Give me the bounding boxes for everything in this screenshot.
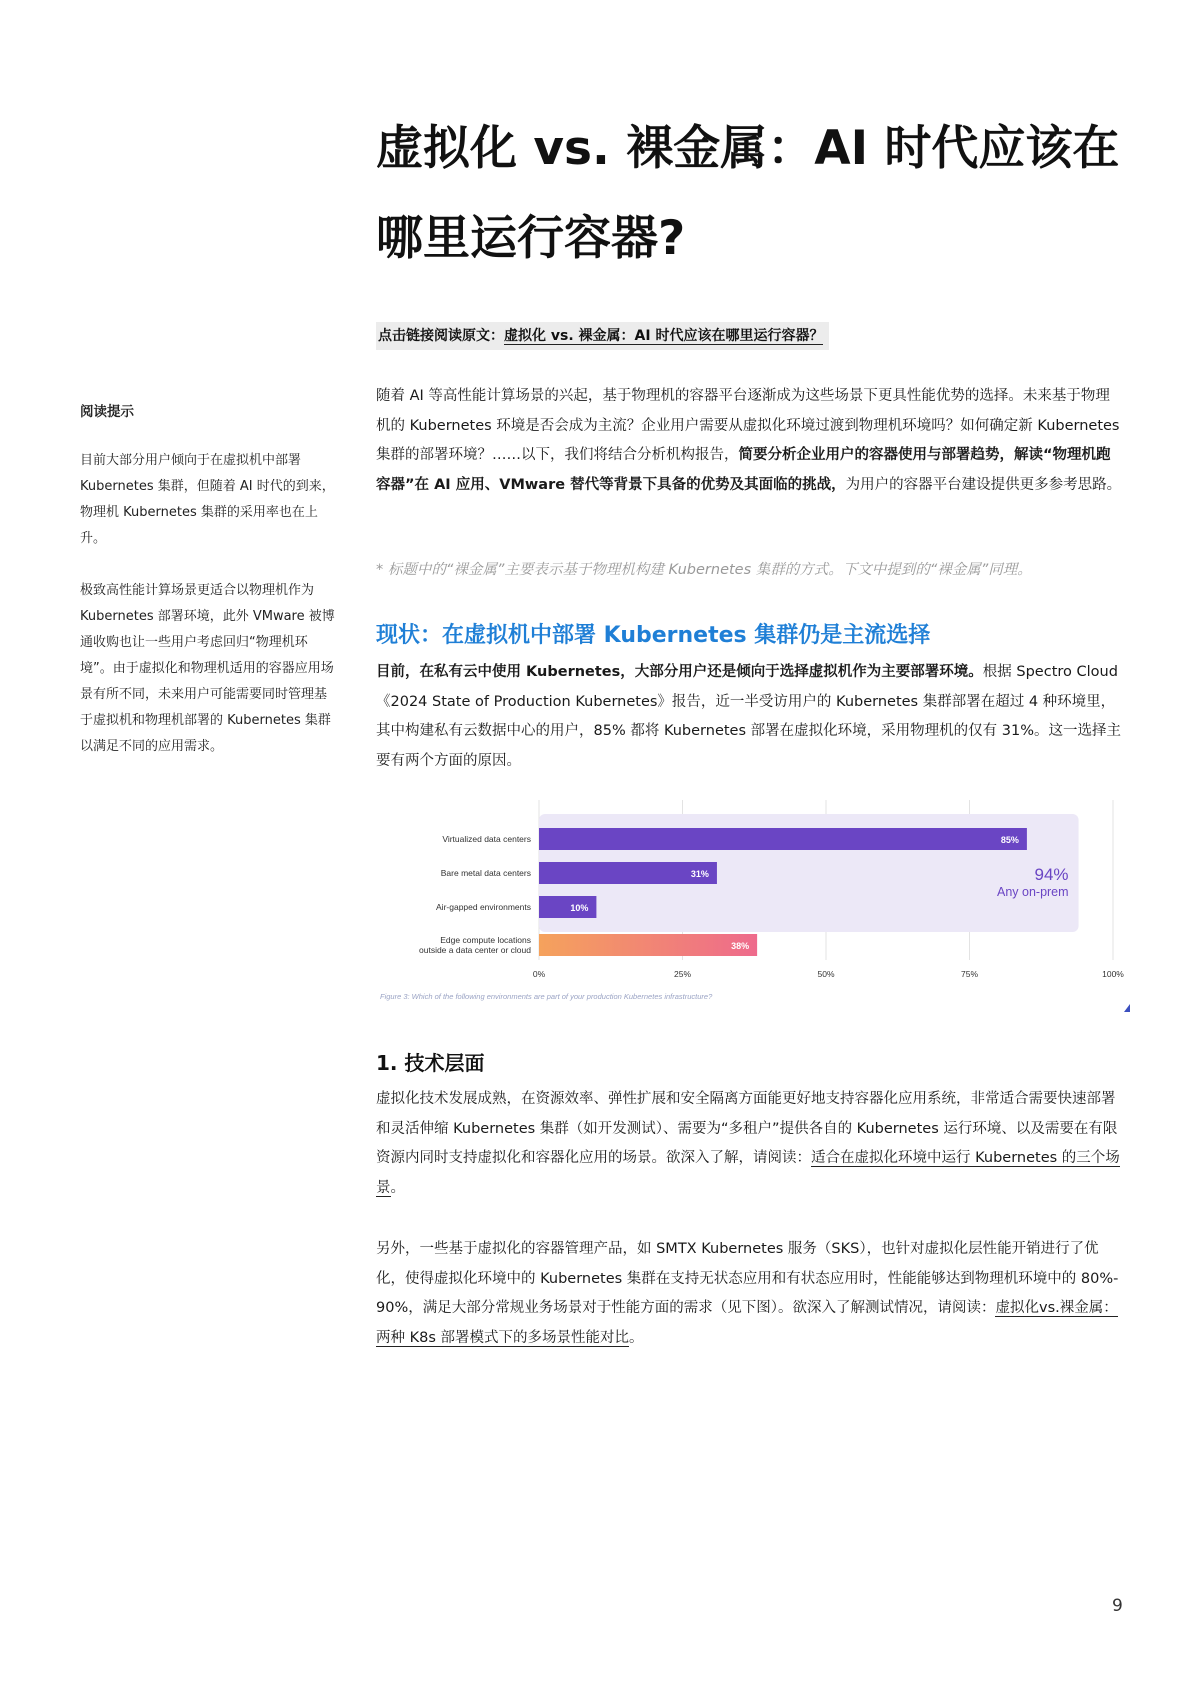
section-paragraph [376,658,1124,776]
bar-value-label: 85% [1000,835,1019,845]
x-tick-label: 75% [960,969,979,979]
category-label: Edge compute locations [440,935,531,945]
tech-paragraph-2 [376,1235,1124,1353]
bar-chart [376,800,1136,1020]
intro-text-2: 为用户的容器平台建设提供更多参考思路。 [845,476,1122,493]
title-note: * 标题中的“裸金属”主要表示基于物理机构建 Kubernetes 集群的方式。下文中提到的“裸金属”同理。 [376,562,1032,578]
reading-tips-title: 阅读提示 [80,404,134,420]
group-annotation-label: Any on-prem [996,885,1069,899]
intro-paragraph [376,382,1124,500]
tech-p1-link[interactable]: 适合在虚拟化环境中运行 Kubernetes 的三个场景 [376,1150,1120,1196]
x-tick-label: 25% [673,969,692,979]
bar-value-label: 10% [570,903,589,913]
page-number: 9 [1112,1596,1123,1616]
reading-tips-paragraph-2: 极致高性能计算场景更适合以物理机作为 Kubernetes 部署环境，此外 VMware 被博通收购也让一些用户考虑回归“物理机环境”。由于虚拟化和物理机适用的容器应用场景有所不同，未来用户可能需要同时管理基于虚拟机和物理机部署的 Kubernetes 集群以满足不同的应用需求。 [80,583,335,754]
category-label: outside a data center or cloud [419,945,531,955]
tech-paragraph-1 [376,1085,1124,1203]
group-annotation-value: 94% [1034,865,1069,884]
tech-p1-end: 。 [390,1179,405,1196]
x-tick-label: 50% [817,969,835,979]
intro-text-1: 随着 AI 等高性能计算场景的兴起，基于物理机的容器平台逐渐成为这些场景下更具性能优势的选择。未来基于物理机的 Kubernetes 环境是否会成为主流？企业用户需要从虚拟化环境过渡到物理机环境吗？如何确定新 Kubernetes 集群的部署环境？……以下，我们将结合分析机构报告， [376,388,1120,463]
bar [539,828,1027,850]
category-label: Bare metal data centers [440,868,531,878]
title-line-1: 虚拟化 vs. 裸金属：AI 时代应该在 [376,121,1120,176]
chart-caption: Figure 3: Which of the following environments are part of your production Kubernetes infrastructure? [380,992,713,1001]
tech-p2-end: 。 [629,1329,644,1346]
source-link-box [376,322,829,350]
bar [539,934,757,956]
bar-value-label: 38% [731,941,750,951]
title-line-2: 哪里运行容器? [376,211,686,266]
category-label: Air-gapped environments [436,902,531,912]
x-tick-label: 0% [532,969,546,979]
section-text: 根据 Spectro Cloud《2024 State of Production Kubernetes》报告，近一半受访用户的 Kubernetes 集群部署在超过 4 种环境里，其中构建私有云数据中心的用户，85% 都将 Kubernetes 部署在虚拟化环境，采用物理机的仅有 31%。这一选择主要有两个方面的原因。 [376,664,1121,769]
source-article-link[interactable]: 虚拟化 vs. 裸金属：AI 时代应该在哪里运行容器？ [504,328,824,344]
tech-p1-text: 虚拟化技术发展成熟，在资源效率、弹性扩展和安全隔离方面能更好地支持容器化应用系统，非常适合需要快速部署和灵活伸缩 Kubernetes 集群（如开发测试）、需要为“多租户”提供各自的 Kubernetes 运行环境、以及需要在有限资源内同时支持虚拟化和容器化应用的场景。欲深入了解，请阅读： [376,1091,1118,1166]
chart-svg [376,800,1136,1020]
tech-p2-link[interactable]: 虚拟化vs.裸金属：两种 K8s 部署模式下的多场景性能对比 [376,1300,1118,1346]
intro-text-bold: 简要分析企业用户的容器使用与部署趋势，解读“物理机跑容器”在 AI 应用、VMware 替代等背景下具备的优势及其面临的挑战， [376,447,1111,493]
tech-heading: 1. 技术层面 [376,1051,485,1075]
page-title [376,104,1156,284]
category-label: Virtualized data centers [442,834,531,844]
x-tick-label: 100% [1102,969,1124,979]
reading-tips-paragraph-1: 目前大部分用户倾向于在虚拟机中部署 Kubernetes 集群，但随着 AI 时代的到来，物理机 Kubernetes 集群的采用率也在上升。 [80,453,335,546]
section-text-bold: 目前，在私有云中使用 Kubernetes，大部分用户还是倾向于选择虚拟机作为主要部署环境。 [376,664,983,680]
tech-p2-text: 另外，一些基于虚拟化的容器管理产品，如 SMTX Kubernetes 服务（SKS），也针对虚拟化层性能开销进行了优化，使得虚拟化环境中的 Kubernetes 集群在支持无状态应用和有状态应用时，性能能够达到物理机环境中的 80%- 90%，满足大部分常规业务场景对于性能方面的需求（见下图）。欲深入了解测试情况，请阅读： [376,1241,1119,1316]
section-heading: 现状：在虚拟机中部署 Kubernetes 集群仍是主流选择 [376,623,931,648]
source-label: 点击链接阅读原文： [378,328,504,344]
bar-value-label: 31% [690,869,709,879]
source-logo-icon [1124,1004,1130,1012]
